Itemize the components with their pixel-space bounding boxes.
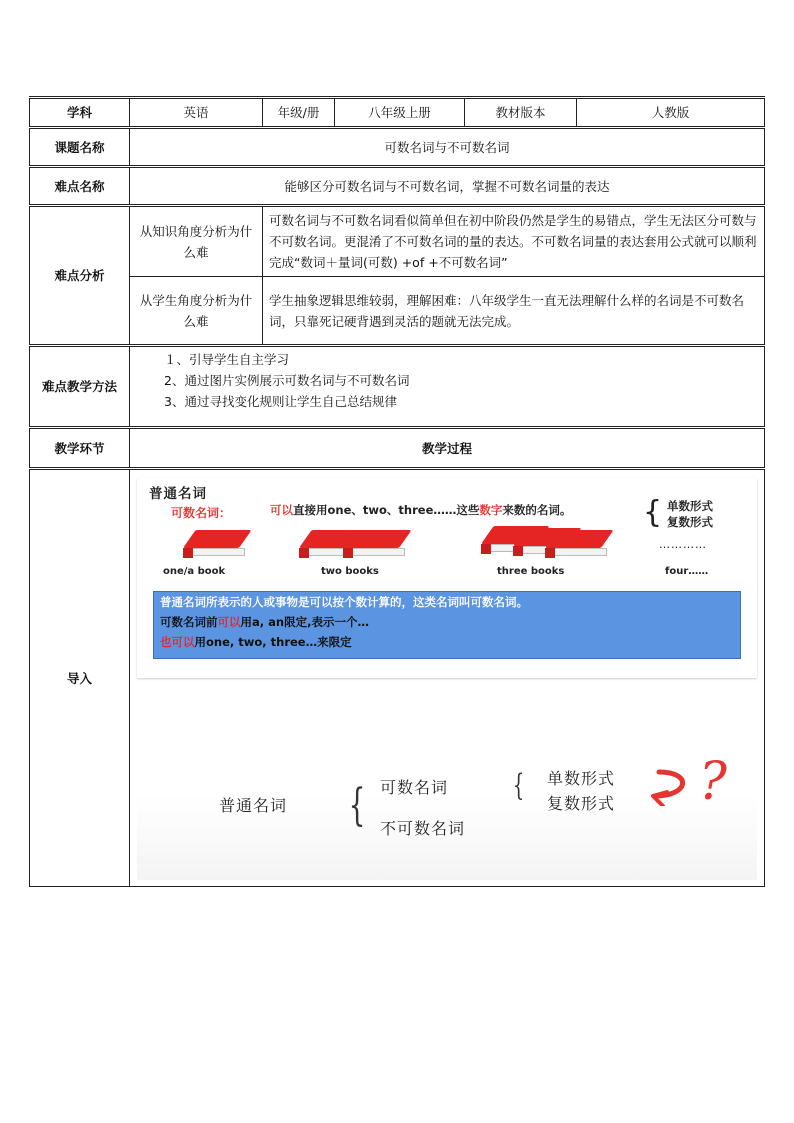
edition-label: 教材版本 [465,98,577,128]
line3-red: 也可以 [160,635,195,649]
book-label: two books [321,566,379,577]
process-label: 教学过程 [130,428,765,469]
methods-label: 难点教学方法 [30,346,130,428]
course-value: 可数名词与不可数名词 [130,128,765,167]
common-noun-label: 普通名词 [219,796,288,815]
desc-text: 直接用one、two、three……这些 [293,503,480,517]
desc-red: 可以 [270,503,293,517]
brace-icon: { [512,768,525,803]
uncountable-noun-label: 不可数名词 [380,819,466,838]
line2-text-2: 用a, an限定,表示一个… [240,615,369,629]
difficulty-value: 能够区分可数名词与不可数名词，掌握不可数名词量的表达 [130,167,765,206]
singular-form: 单数形式 [667,499,713,513]
student-text: 学生抽象逻辑思维较弱，理解困难：八年级学生一直无法理解什么样的名词是不可数名词，只靠死记硬背遇到灵活的题就无法完成。 [263,277,765,346]
forms-list [667,498,713,530]
brace-icon: { [643,495,663,530]
grade-value: 八年级上册 [335,98,465,128]
question-mark-icon: ? [699,752,727,812]
ellipsis: ………… [659,538,707,551]
definition-line-3 [160,634,352,650]
method-item: １、引导学生自主学习 [164,352,290,367]
student-label: 从学生角度分析为什么难 [130,277,263,346]
edition-value: 人教版 [577,98,765,128]
analysis-label: 难点分析 [30,206,130,346]
plural-form-label: 复数形式 [547,794,616,813]
line3-text: 用one, two, three…来限定 [194,635,352,649]
brace-icon: { [348,780,366,831]
curved-arrow-icon [649,766,699,806]
method-item: 3、通过寻找变化规则让学生自己总结规律 [164,394,397,409]
subject-value: 英语 [130,98,263,128]
desc-red-2: 数字 [479,503,503,517]
slide-countable-nouns [137,478,757,678]
grade-label: 年级/册 [263,98,335,128]
line2-text: 可数名词前 [160,615,218,629]
intro-label: 导入 [30,469,130,887]
countable-description [270,504,630,516]
difficulty-label: 难点名称 [30,167,130,206]
book-label: one/a book [163,566,226,577]
desc-text-2: 来数的名词。 [502,503,572,517]
book-label: four…… [665,566,709,577]
method-item: 2、通过图片实例展示可数名词与不可数名词 [164,373,410,388]
countable-noun-label: 可数名词 [380,778,449,797]
countable-label: 可数名词： [171,506,232,520]
course-label: 课题名称 [30,128,130,167]
line2-red: 可以 [217,615,241,629]
slide-title: 普通名词 [149,486,207,502]
singular-form-label: 单数形式 [547,769,616,788]
definition-line-2 [160,614,369,630]
plural-form: 复数形式 [667,515,713,529]
slide-noun-classification [137,690,757,880]
book-label: three books [497,566,565,577]
knowledge-text: 可数名词与不可数名词看似简单但在初中阶段仍然是学生的易错点，学生无法区分可数与不可数名词。更混淆了不可数名词的量的表达。不可数名词量的表达套用公式就可以顺利完成“数词＋量词(可数) +of +不可数名词” [263,206,765,277]
methods-list [130,346,765,428]
stage-label: 教学环节 [30,428,130,469]
definition-box [153,591,741,659]
definition-line-1: 普通名词所表示的人或事物是可以按个数计算的，这类名词叫可数名词。 [160,595,528,609]
knowledge-label: 从知识角度分析为什么难 [130,206,263,277]
subject-label: 学科 [30,98,130,128]
